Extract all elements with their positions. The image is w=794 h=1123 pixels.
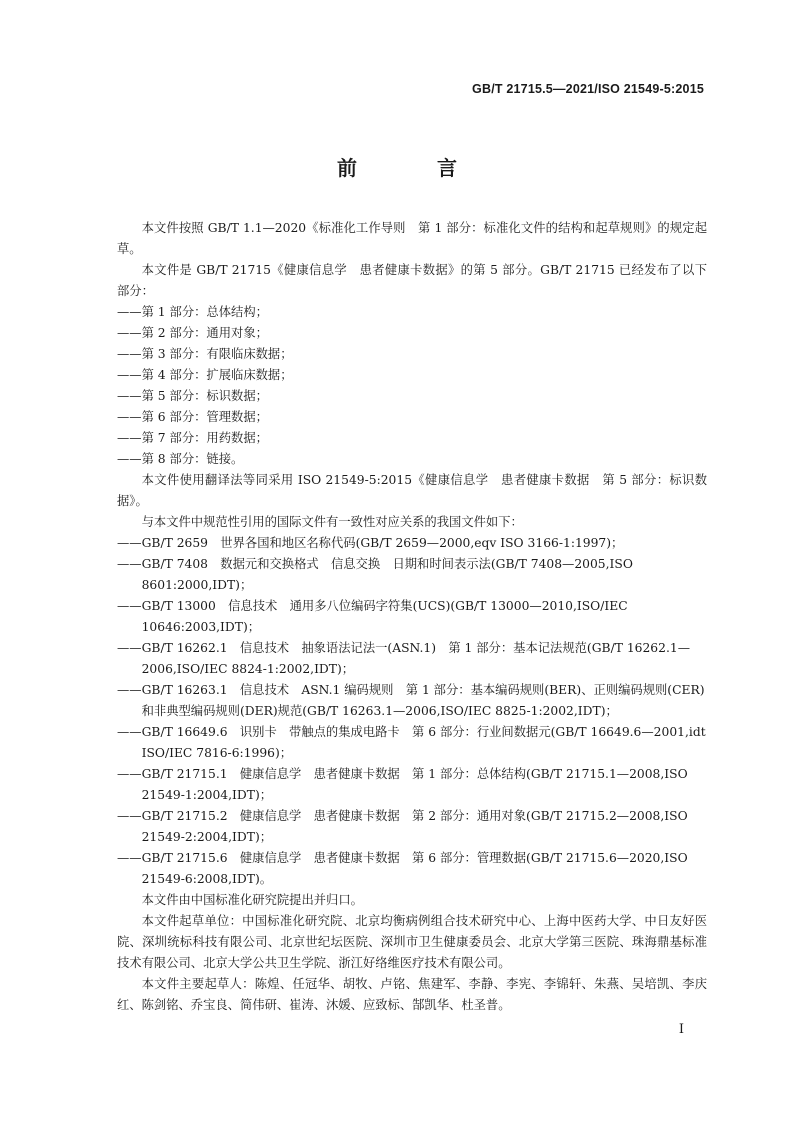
paragraph-drafting-units: 本文件起草单位：中国标准化研究院、北京均衡病例组合技术研究中心、上海中医药大学、中日友好医院、深圳统标科技有限公司、北京世纪坛医院、深圳市卫生健康委员会、北京大学第三医院、珠海鼎基标准技术有限公司、北京大学公共卫生学院、浙江好络维医疗技术有限公司。 — [117, 914, 707, 970]
list-item: ——第 8 部分：链接。 — [117, 452, 244, 466]
list-item: ——第 6 部分：管理数据； — [117, 410, 268, 424]
paragraph-drafting-rule: 本文件按照 GB/T 1.1—2020《标准化工作导则 第 1 部分：标准化文件的结构和起草规则》的规定起草。 — [117, 221, 707, 256]
reference-item: ——GB/T 13000 信息技术 通用多八位编码字符集(UCS)(GB/T 13000—2010,ISO/IEC 10646:2003,IDT)； — [117, 599, 628, 634]
reference-item: ——GB/T 7408 数据元和交换格式 信息交换 日期和时间表示法(GB/T 7408—2005,ISO 8601:2000,IDT)； — [117, 557, 633, 592]
reference-item: ——GB/T 21715.6 健康信息学 患者健康卡数据 第 6 部分：管理数据(GB/T 21715.6—2020,ISO 21549-6:2008,IDT)。 — [117, 851, 688, 886]
reference-item: ——GB/T 21715.1 健康信息学 患者健康卡数据 第 1 部分：总体结构(GB/T 21715.1—2008,ISO 21549-1:2004,IDT)； — [117, 767, 688, 802]
reference-item: ——GB/T 21715.2 健康信息学 患者健康卡数据 第 2 部分：通用对象(GB/T 21715.2—2008,ISO 21549-2:2004,IDT)； — [117, 809, 688, 844]
reference-item: ——GB/T 16262.1 信息技术 抽象语法记法一(ASN.1) 第 1 部分：基本记法规范(GB/T 16262.1—2006,ISO/IEC 8824-1:2002,IDT)； — [117, 641, 690, 676]
list-item: ——第 4 部分：扩展临床数据； — [117, 368, 293, 382]
paragraph-proposer: 本文件由中国标准化研究院提出并归口。 — [141, 893, 363, 907]
parts-list — [117, 302, 707, 470]
list-item: ——第 3 部分：有限临床数据； — [117, 347, 293, 361]
reference-item: ——GB/T 16649.6 识别卡 带触点的集成电路卡 第 6 部分：行业间数据元(GB/T 16649.6—2001,idt ISO/IEC 7816-6:1996)； — [117, 725, 706, 760]
list-item: ——第 5 部分：标识数据； — [117, 389, 268, 403]
paragraph-adoption: 本文件使用翻译法等同采用 ISO 21549-5:2015《健康信息学 患者健康卡数据 第 5 部分：标识数据》。 — [117, 473, 707, 508]
page-title: 前 言 — [337, 156, 487, 180]
preface-body — [117, 218, 707, 1016]
list-item: ——第 7 部分：用药数据； — [117, 431, 268, 445]
list-item: ——第 2 部分：通用对象； — [117, 326, 268, 340]
paragraph-drafters: 本文件主要起草人：陈煌、任冠华、胡牧、卢铭、焦建军、李静、李宪、李锦轩、朱燕、吴培凯、李庆红、陈剑铭、乔宝良、简伟研、崔涛、沐媛、应致标、郜凯华、杜圣普。 — [117, 977, 707, 1012]
reference-item: ——GB/T 2659 世界各国和地区名称代码(GB/T 2659—2000,eqv ISO 3166-1:1997)； — [117, 536, 624, 550]
standard-code-header: GB/T 21715.5—2021/ISO 21549-5:2015 — [472, 82, 704, 96]
paragraph-references-intro: 与本文件中规范性引用的国际文件有一致性对应关系的我国文件如下： — [141, 515, 523, 529]
references-list — [117, 533, 707, 890]
reference-item: ——GB/T 16263.1 信息技术 ASN.1 编码规则 第 1 部分：基本编码规则(BER)、正则编码规则(CER)和非典型编码规则(DER)规范(GB/T 16263.1—2006,ISO/IEC 8825-1:2002,IDT)； — [117, 683, 705, 718]
page-number: I — [678, 1022, 684, 1037]
list-item: ——第 1 部分：总体结构； — [117, 305, 268, 319]
paragraph-series-intro: 本文件是 GB/T 21715《健康信息学 患者健康卡数据》的第 5 部分。GB/T 21715 已经发布了以下部分： — [117, 263, 707, 298]
